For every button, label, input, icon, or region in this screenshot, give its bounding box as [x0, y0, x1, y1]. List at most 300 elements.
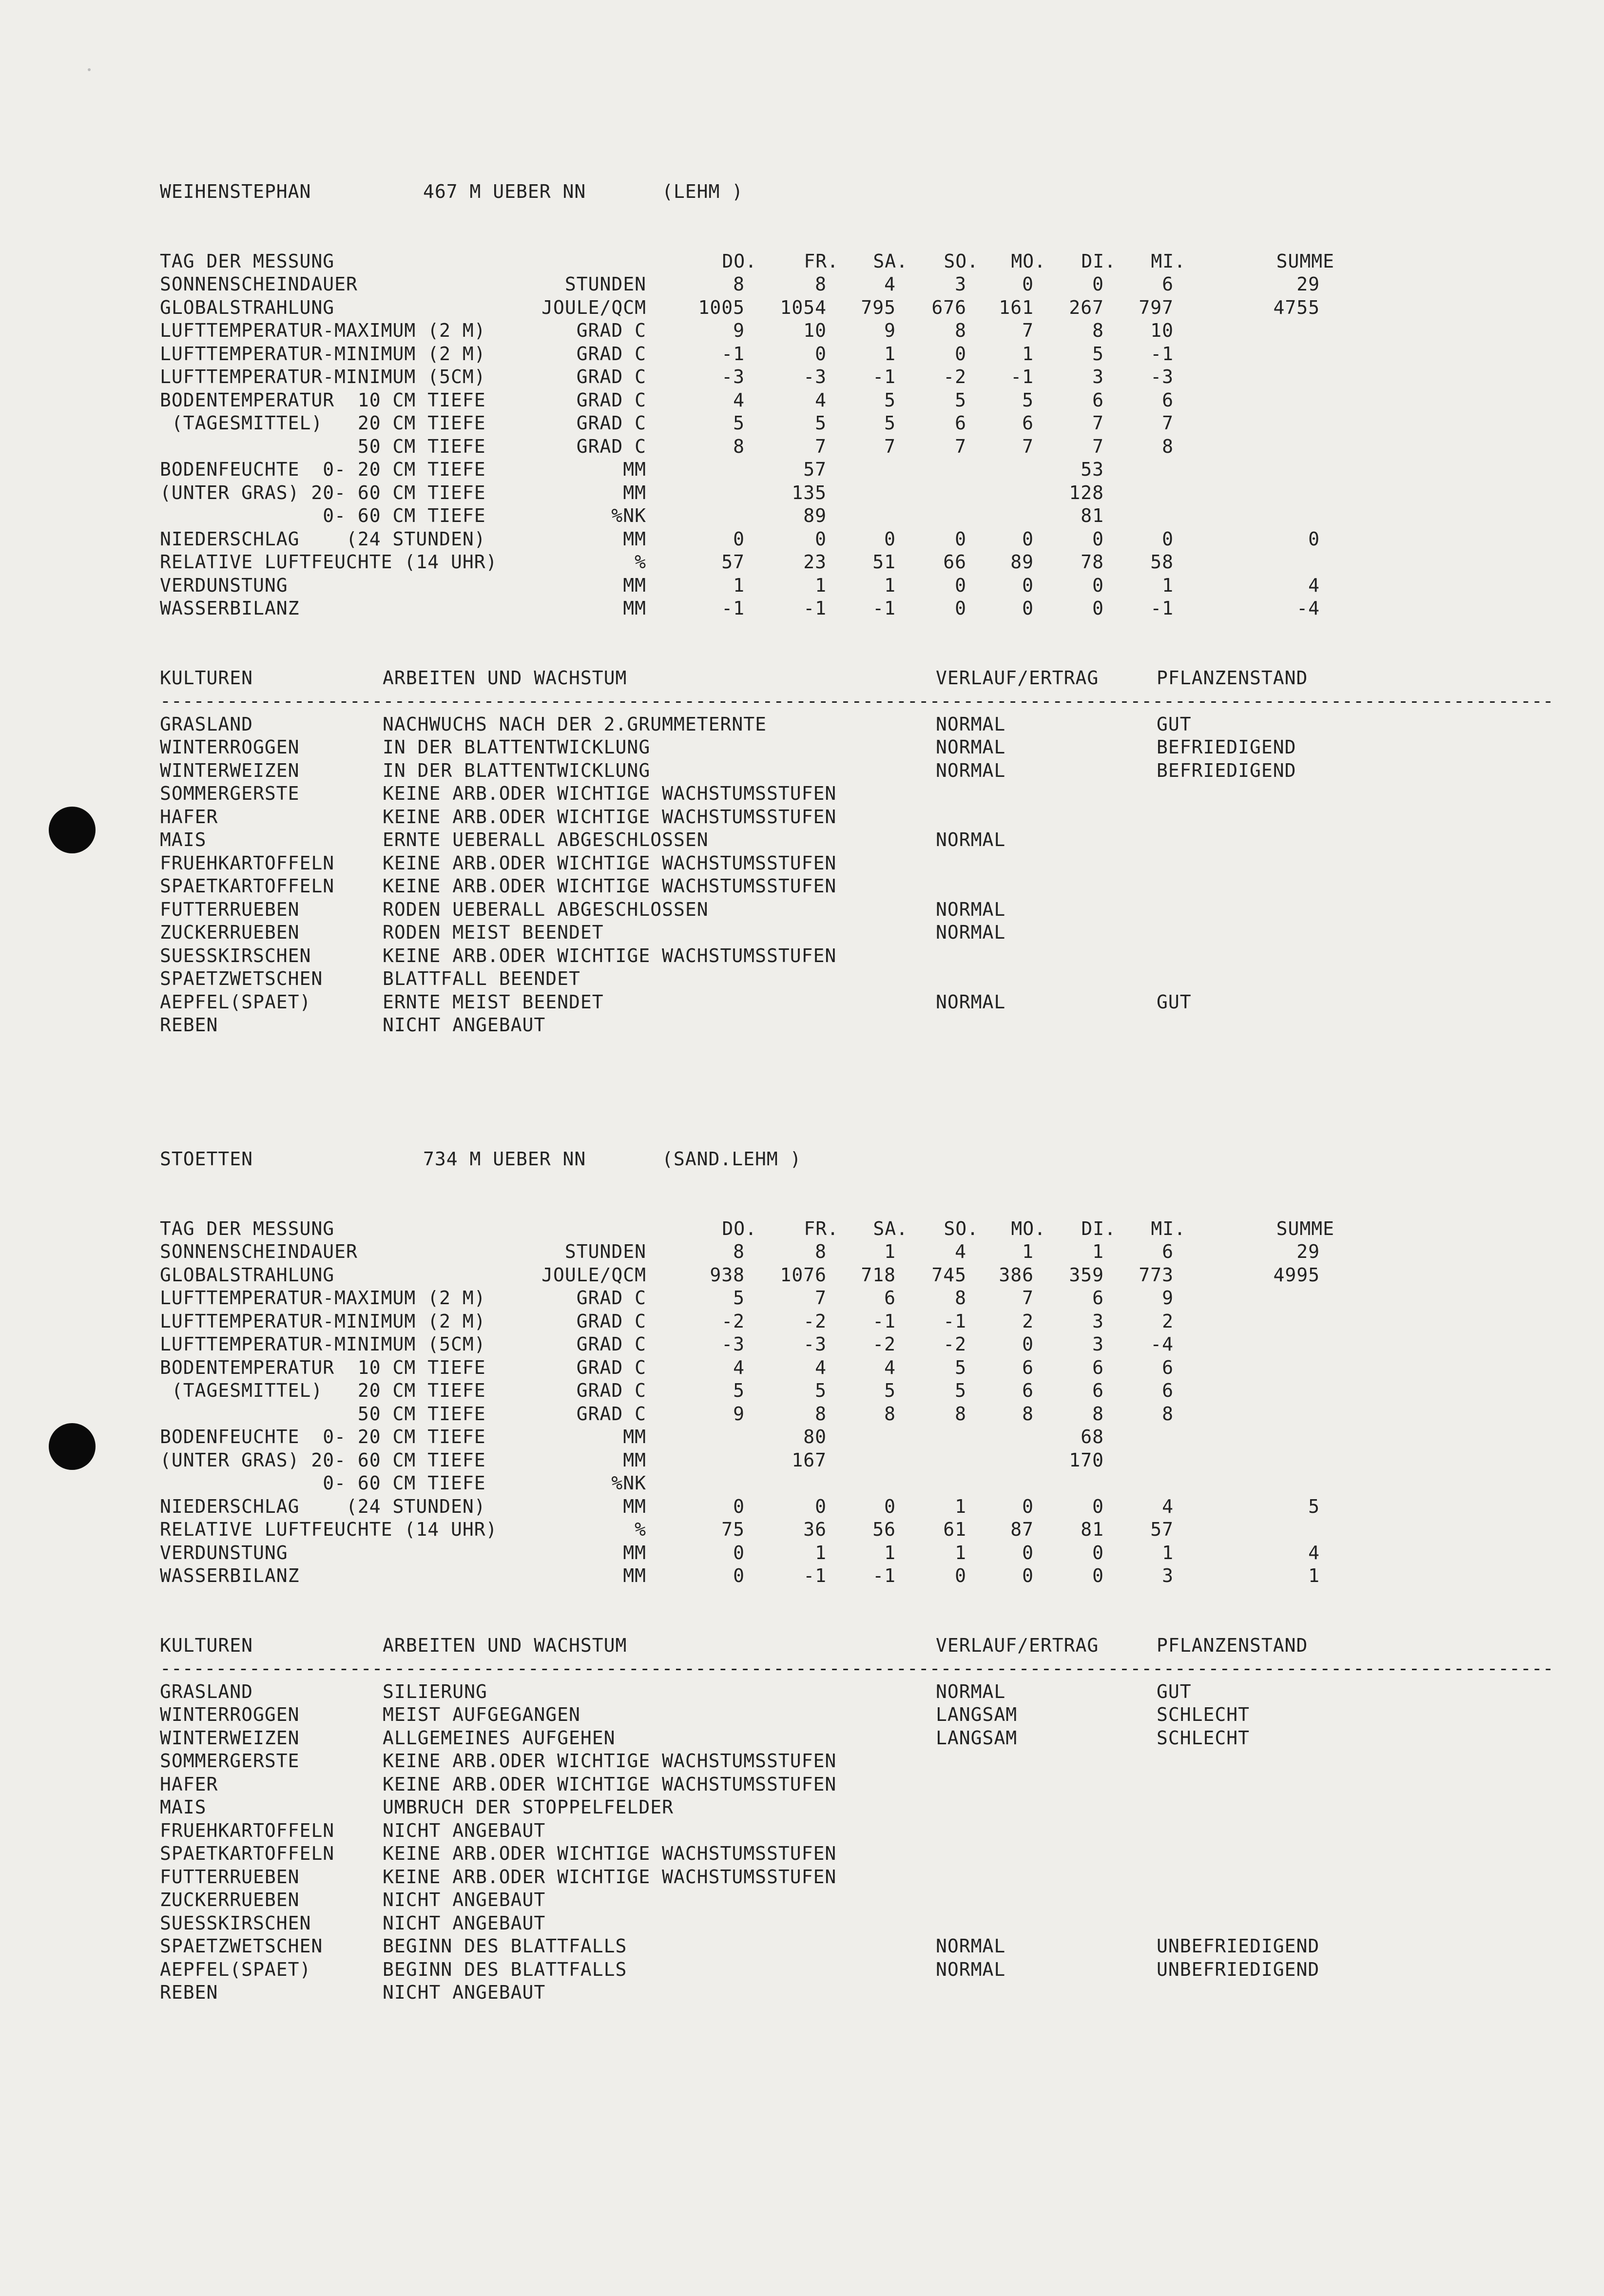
row-value: 7 — [1092, 412, 1104, 434]
crop-name: FRUEHKARTOFFELN — [160, 852, 335, 874]
row-value: 0 — [1022, 574, 1034, 596]
row-value: 267 — [1069, 296, 1104, 318]
row-value: 36 — [803, 1519, 827, 1540]
row-sum: 4 — [1308, 1542, 1320, 1563]
row-unit: MM — [623, 459, 646, 480]
row-sum: 1 — [1308, 1565, 1320, 1586]
row-sum: 5 — [1308, 1495, 1320, 1517]
row-value: 80 — [803, 1426, 827, 1447]
row-value: 0 — [955, 598, 966, 619]
day-label: TAG DER MESSUNG — [160, 250, 335, 272]
spacer — [160, 1588, 1408, 1634]
crop-row — [160, 1727, 1408, 1750]
row-value: 61 — [943, 1519, 966, 1540]
row-value: 5 — [815, 412, 827, 434]
row-value: 0 — [1092, 574, 1104, 596]
row-value: 0 — [1022, 598, 1034, 619]
crop-progress: NORMAL — [936, 922, 1006, 943]
crop-progress: NORMAL — [936, 1935, 1006, 1957]
crop-name: SOMMERGERSTE — [160, 783, 300, 804]
row-value: 6 — [1092, 389, 1104, 411]
row-value: 1 — [815, 1542, 827, 1563]
row-label: BODENTEMPERATUR 10 CM TIEFE — [160, 1356, 486, 1378]
row-unit: %NK — [611, 1472, 646, 1494]
row-label: VERDUNSTUNG — [160, 1542, 288, 1563]
crop-status: BEFRIEDIGEND — [1157, 759, 1296, 781]
crop-row — [160, 1014, 1408, 1037]
row-value: 6 — [955, 412, 966, 434]
row-sum: 4755 — [1273, 296, 1320, 318]
row-value: -1 — [1150, 343, 1174, 365]
crop-status: GUT — [1157, 713, 1192, 735]
crop-row — [160, 1819, 1408, 1843]
row-unit: MM — [623, 482, 646, 503]
arbeiten-header: ARBEITEN UND WACHSTUM — [383, 1634, 627, 1656]
measurement-row — [160, 1333, 1408, 1356]
crop-progress: NORMAL — [936, 1680, 1006, 1702]
row-value: 6 — [1162, 273, 1174, 295]
row-value: 7 — [955, 435, 966, 457]
crop-name: ZUCKERRUEBEN — [160, 1889, 300, 1910]
row-unit: %NK — [611, 505, 646, 526]
row-value: 3 — [1162, 1565, 1174, 1586]
row-value: 0 — [733, 1495, 745, 1517]
row-value: 773 — [1139, 1264, 1174, 1286]
crop-work: IN DER BLATTENTWICKLUNG — [383, 759, 651, 781]
crop-name: GRASLAND — [160, 1680, 253, 1702]
row-label: 0- 60 CM TIEFE — [160, 1472, 486, 1494]
row-value: 7 — [884, 435, 896, 457]
row-label: 50 CM TIEFE — [160, 1403, 486, 1425]
row-value: 0 — [1022, 528, 1034, 550]
crop-row — [160, 1703, 1408, 1727]
crop-progress: NORMAL — [936, 1958, 1006, 1980]
dash-rule: ----------------------------------------------------------------------------------------------------------------------------- — [160, 1658, 1554, 1679]
crop-name: FUTTERRUEBEN — [160, 1866, 300, 1888]
station-header — [160, 180, 1408, 204]
crop-row — [160, 875, 1408, 898]
crop-work: UMBRUCH DER STOPPELFELDER — [383, 1796, 674, 1818]
row-unit: MM — [623, 1449, 646, 1471]
crop-work: ALLGEMEINES AUFGEHEN — [383, 1727, 616, 1749]
row-value: 797 — [1139, 296, 1174, 318]
crop-progress: NORMAL — [936, 898, 1006, 920]
row-value: 1 — [955, 1542, 966, 1563]
station-altitude: 467 M UEBER NN — [423, 181, 586, 202]
row-value: 9 — [733, 320, 745, 341]
crop-work: RODEN MEIST BEENDET — [383, 922, 604, 943]
row-value: 7 — [1022, 435, 1034, 457]
row-value: 53 — [1081, 459, 1104, 480]
day-header: MI. — [1151, 250, 1186, 272]
row-unit: JOULE/QCM — [541, 1264, 646, 1286]
crop-row — [160, 1680, 1408, 1704]
row-unit: MM — [623, 1426, 646, 1447]
measurement-row — [160, 389, 1408, 412]
row-value: 8 — [1092, 320, 1104, 341]
row-value: 6 — [1162, 389, 1174, 411]
spacer — [160, 204, 1408, 250]
measurement-row — [160, 1356, 1408, 1380]
row-value: 6 — [1092, 1356, 1104, 1378]
crop-progress: NORMAL — [936, 736, 1006, 758]
day-header: FR. — [804, 250, 839, 272]
measurement-row — [160, 551, 1408, 574]
row-value: 4 — [1162, 1495, 1174, 1517]
row-label: LUFTTEMPERATUR-MAXIMUM (2 M) — [160, 320, 486, 341]
crop-row — [160, 759, 1408, 783]
row-sum: 29 — [1296, 1241, 1320, 1262]
crop-work: KEINE ARB.ODER WICHTIGE WACHSTUMSSTUFEN — [383, 945, 837, 966]
row-unit: MM — [623, 1565, 646, 1586]
row-value: 0 — [815, 1495, 827, 1517]
sum-header: SUMME — [1276, 250, 1334, 272]
row-value: 7 — [815, 1287, 827, 1309]
row-value: 8 — [815, 273, 827, 295]
row-label: WASSERBILANZ — [160, 598, 300, 619]
row-value: -1 — [943, 1310, 966, 1332]
row-value: 135 — [792, 482, 827, 503]
crop-work: KEINE ARB.ODER WICHTIGE WACHSTUMSSTUFEN — [383, 875, 837, 897]
row-value: 5 — [884, 412, 896, 434]
row-value: -1 — [721, 343, 745, 365]
row-value: -1 — [721, 598, 745, 619]
crop-name: MAIS — [160, 1796, 207, 1818]
measurement-row — [160, 1426, 1408, 1449]
row-value: 57 — [803, 459, 827, 480]
measurement-row — [160, 319, 1408, 343]
row-value: 1 — [884, 343, 896, 365]
row-value: 89 — [1010, 551, 1034, 573]
crop-name: HAFER — [160, 806, 218, 828]
row-value: 9 — [1162, 1287, 1174, 1309]
crop-row — [160, 829, 1408, 852]
verlauf-header: VERLAUF/ERTRAG — [936, 667, 1099, 689]
row-value: 8 — [733, 435, 745, 457]
row-value: 7 — [1162, 412, 1174, 434]
crop-status: SCHLECHT — [1157, 1727, 1250, 1749]
crop-status: BEFRIEDIGEND — [1157, 736, 1296, 758]
crop-name: GRASLAND — [160, 713, 253, 735]
row-value: 8 — [815, 1403, 827, 1425]
crop-name: MAIS — [160, 829, 207, 850]
measurement-row — [160, 1564, 1408, 1588]
crop-row — [160, 806, 1408, 829]
row-value: 8 — [884, 1403, 896, 1425]
row-label: LUFTTEMPERATUR-MAXIMUM (2 M) — [160, 1287, 486, 1309]
row-sum: -4 — [1296, 598, 1320, 619]
row-value: 51 — [872, 551, 896, 573]
station-name: WEIHENSTEPHAN — [160, 181, 311, 202]
row-label: LUFTTEMPERATUR-MINIMUM (5CM) — [160, 1333, 486, 1355]
day-header: MO. — [1011, 1217, 1046, 1239]
row-value: 1076 — [780, 1264, 827, 1286]
crop-work: NICHT ANGEBAUT — [383, 1912, 546, 1934]
row-value: 0 — [1022, 1333, 1034, 1355]
crop-name: SPAETKARTOFFELN — [160, 875, 335, 897]
row-unit: GRAD C — [576, 412, 646, 434]
measurement-row — [160, 1287, 1408, 1310]
crop-row — [160, 1750, 1408, 1773]
row-value: 1 — [884, 1542, 896, 1563]
measurement-row — [160, 482, 1408, 505]
row-value: 4 — [733, 1356, 745, 1378]
crop-progress: NORMAL — [936, 829, 1006, 850]
row-value: 128 — [1069, 482, 1104, 503]
crop-name: WINTERWEIZEN — [160, 1727, 300, 1749]
row-value: 23 — [803, 551, 827, 573]
crop-name: REBEN — [160, 1014, 218, 1036]
dashed-separator — [160, 1657, 1554, 1680]
row-label: LUFTTEMPERATUR-MINIMUM (5CM) — [160, 366, 486, 387]
row-value: -1 — [1150, 598, 1174, 619]
measurement-row — [160, 1472, 1408, 1495]
row-unit: MM — [623, 1542, 646, 1563]
measurement-row — [160, 1310, 1408, 1333]
row-unit: GRAD C — [576, 1333, 646, 1355]
row-value: 10 — [803, 320, 827, 341]
row-value: 7 — [1022, 1287, 1034, 1309]
row-value: -1 — [803, 1565, 827, 1586]
crop-name: WINTERWEIZEN — [160, 759, 300, 781]
row-value: 1 — [815, 574, 827, 596]
row-value: 5 — [955, 1356, 966, 1378]
row-unit: MM — [623, 528, 646, 550]
row-value: 0 — [1022, 273, 1034, 295]
row-unit: % — [635, 551, 646, 573]
crop-row — [160, 1842, 1408, 1866]
measurement-row — [160, 597, 1408, 620]
punch-hole-lower — [49, 1423, 96, 1470]
row-value: 386 — [999, 1264, 1034, 1286]
crop-work: NICHT ANGEBAUT — [383, 1982, 546, 2003]
row-value: 3 — [1092, 1333, 1104, 1355]
crop-progress: LANGSAM — [936, 1704, 1018, 1725]
row-label: 0- 60 CM TIEFE — [160, 505, 486, 526]
row-unit: JOULE/QCM — [541, 296, 646, 318]
row-value: 1 — [1092, 1241, 1104, 1262]
crop-status: UNBEFRIEDIGEND — [1157, 1958, 1320, 1980]
crop-row — [160, 1958, 1408, 1982]
crop-progress: NORMAL — [936, 991, 1006, 1013]
row-value: 89 — [803, 505, 827, 526]
row-value: 5 — [955, 389, 966, 411]
row-sum: 0 — [1308, 528, 1320, 550]
crop-work: ERNTE MEIST BEENDET — [383, 991, 604, 1013]
day-header: MI. — [1151, 1217, 1186, 1239]
row-value: 4 — [884, 273, 896, 295]
day-header: SA. — [873, 250, 908, 272]
row-unit: GRAD C — [576, 435, 646, 457]
row-value: 3 — [1092, 1310, 1104, 1332]
row-value: 0 — [733, 1542, 745, 1563]
measurement-row — [160, 1495, 1408, 1519]
row-value: 9 — [733, 1403, 745, 1425]
crop-name: SUESSKIRSCHEN — [160, 1912, 311, 1934]
row-unit: GRAD C — [576, 389, 646, 411]
row-value: 68 — [1081, 1426, 1104, 1447]
day-header: FR. — [804, 1217, 839, 1239]
row-value: 5 — [815, 1380, 827, 1401]
row-value: 1054 — [780, 296, 827, 318]
station-weihenstephan — [160, 180, 1554, 1037]
row-value: 6 — [1092, 1287, 1104, 1309]
row-unit: GRAD C — [576, 320, 646, 341]
row-value: 87 — [1010, 1519, 1034, 1540]
row-value: 6 — [1162, 1241, 1174, 1262]
row-value: 57 — [1150, 1519, 1174, 1540]
row-label: BODENTEMPERATUR 10 CM TIEFE — [160, 389, 486, 411]
row-unit: GRAD C — [576, 1287, 646, 1309]
measurement-row — [160, 343, 1408, 366]
row-value: 0 — [1022, 1542, 1034, 1563]
row-label: 50 CM TIEFE — [160, 435, 486, 457]
kulturen-header: KULTUREN — [160, 667, 253, 689]
row-value: 6 — [1022, 1380, 1034, 1401]
row-value: -2 — [872, 1333, 896, 1355]
measurement-row — [160, 273, 1408, 296]
row-unit: % — [635, 1519, 646, 1540]
row-unit: STUNDEN — [564, 1241, 646, 1262]
spacer — [160, 1171, 1408, 1217]
day-header: DI. — [1081, 1217, 1116, 1239]
day-header: DO. — [722, 250, 757, 272]
row-label: LUFTTEMPERATUR-MINIMUM (2 M) — [160, 1310, 486, 1332]
crop-work: NICHT ANGEBAUT — [383, 1014, 546, 1036]
row-value: -1 — [872, 366, 896, 387]
crop-row — [160, 1796, 1408, 1819]
row-value: 0 — [1092, 1565, 1104, 1586]
row-value: 0 — [733, 1565, 745, 1586]
measurement-row — [160, 1449, 1408, 1472]
row-value: 795 — [861, 296, 896, 318]
day-header: SO. — [944, 250, 979, 272]
row-value: 0 — [1022, 1495, 1034, 1517]
measurement-row — [160, 1264, 1408, 1287]
crop-work: KEINE ARB.ODER WICHTIGE WACHSTUMSSTUFEN — [383, 1773, 837, 1795]
row-value: 81 — [1081, 505, 1104, 526]
crop-row — [160, 713, 1408, 736]
row-value: 81 — [1081, 1519, 1104, 1540]
dashed-separator — [160, 690, 1554, 713]
row-label: RELATIVE LUFTFEUCHTE (14 UHR) — [160, 1519, 498, 1540]
crop-name: SPAETKARTOFFELN — [160, 1843, 335, 1864]
row-value: 0 — [815, 343, 827, 365]
kulturen-header-row — [160, 667, 1408, 690]
row-value: 0 — [1092, 1495, 1104, 1517]
row-value: 6 — [1162, 1356, 1174, 1378]
row-label: (UNTER GRAS) 20- 60 CM TIEFE — [160, 1449, 486, 1471]
row-value: 161 — [999, 296, 1034, 318]
row-value: 1 — [1022, 343, 1034, 365]
row-value: 10 — [1150, 320, 1174, 341]
station-altitude: 734 M UEBER NN — [423, 1148, 586, 1170]
row-value: 0 — [815, 528, 827, 550]
crop-work: NICHT ANGEBAUT — [383, 1889, 546, 1910]
row-value: 78 — [1081, 551, 1104, 573]
dash-rule: ----------------------------------------------------------------------------------------------------------------------------- — [160, 690, 1554, 712]
crop-progress: LANGSAM — [936, 1727, 1018, 1749]
row-value: -3 — [721, 1333, 745, 1355]
row-value: 5 — [884, 1380, 896, 1401]
row-value: 8 — [1022, 1403, 1034, 1425]
crop-name: AEPFEL(SPAET) — [160, 991, 311, 1013]
row-unit: GRAD C — [576, 1310, 646, 1332]
crop-work: KEINE ARB.ODER WICHTIGE WACHSTUMSSTUFEN — [383, 783, 837, 804]
row-value: 1 — [884, 574, 896, 596]
row-value: 56 — [872, 1519, 896, 1540]
row-value: 1 — [884, 1241, 896, 1262]
row-value: 5 — [733, 1380, 745, 1401]
crop-name: SUESSKIRSCHEN — [160, 945, 311, 966]
row-value: -3 — [803, 1333, 827, 1355]
crop-status: GUT — [1157, 991, 1192, 1013]
row-value: 938 — [710, 1264, 745, 1286]
row-value: 0 — [884, 528, 896, 550]
row-label: (UNTER GRAS) 20- 60 CM TIEFE — [160, 482, 486, 503]
crop-row — [160, 852, 1408, 875]
row-label: LUFTTEMPERATUR-MINIMUM (2 M) — [160, 343, 486, 365]
spacer — [160, 620, 1408, 667]
row-value: 58 — [1150, 551, 1174, 573]
row-value: 4 — [733, 389, 745, 411]
row-label: WASSERBILANZ — [160, 1565, 300, 1586]
crop-work: BEGINN DES BLATTFALLS — [383, 1935, 627, 1957]
arbeiten-header: ARBEITEN UND WACHSTUM — [383, 667, 627, 689]
row-value: -2 — [803, 1310, 827, 1332]
row-label: SONNENSCHEINDAUER — [160, 273, 358, 295]
crop-work: KEINE ARB.ODER WICHTIGE WACHSTUMSSTUFEN — [383, 852, 837, 874]
crop-row — [160, 1889, 1408, 1912]
crop-name: SPAETZWETSCHEN — [160, 968, 323, 989]
station-soil: (SAND.LEHM ) — [662, 1148, 802, 1170]
row-value: 57 — [721, 551, 745, 573]
row-value: 0 — [884, 1495, 896, 1517]
row-value: 1 — [1162, 1542, 1174, 1563]
row-value: 8 — [955, 1403, 966, 1425]
crop-work: SILIERUNG — [383, 1680, 487, 1702]
row-sum: 4995 — [1273, 1264, 1320, 1286]
row-value: 4 — [884, 1356, 896, 1378]
day-header: DI. — [1081, 250, 1116, 272]
row-value: 0 — [733, 528, 745, 550]
measurement-row — [160, 1403, 1408, 1426]
row-value: 0 — [1092, 598, 1104, 619]
row-value: 0 — [1092, 273, 1104, 295]
crop-row — [160, 1981, 1408, 2005]
crop-work: KEINE ARB.ODER WICHTIGE WACHSTUMSSTUFEN — [383, 806, 837, 828]
crop-name: WINTERROGGEN — [160, 736, 300, 758]
row-value: 5 — [884, 389, 896, 411]
row-sum: 4 — [1308, 574, 1320, 596]
row-value: -1 — [872, 1310, 896, 1332]
crop-work: BLATTFALL BEENDET — [383, 968, 580, 989]
crop-name: WINTERROGGEN — [160, 1704, 300, 1725]
row-value: 8 — [733, 273, 745, 295]
crop-work: KEINE ARB.ODER WICHTIGE WACHSTUMSSTUFEN — [383, 1866, 837, 1888]
crop-row — [160, 991, 1408, 1014]
measurement-row — [160, 1240, 1408, 1264]
row-value: -2 — [943, 1333, 966, 1355]
row-value: 1 — [1022, 1241, 1034, 1262]
stand-header: PFLANZENSTAND — [1157, 667, 1308, 689]
row-value: -1 — [872, 1565, 896, 1586]
crop-progress: NORMAL — [936, 713, 1006, 735]
row-value: 8 — [815, 1241, 827, 1262]
row-value: 2 — [1022, 1310, 1034, 1332]
row-unit: STUNDEN — [564, 273, 646, 295]
row-label: GLOBALSTRAHLUNG — [160, 296, 335, 318]
